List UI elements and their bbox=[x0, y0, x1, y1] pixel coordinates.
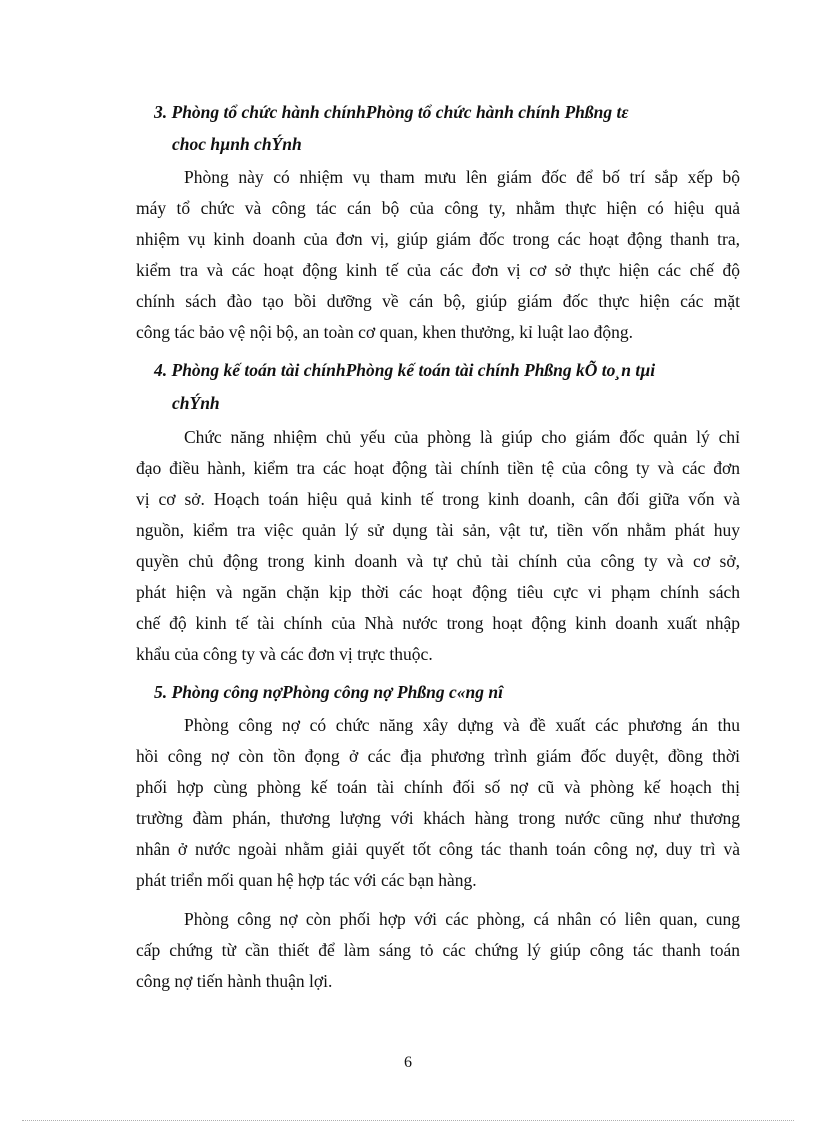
paragraph-line: khẩu của công ty và các đơn vị trực thuộc. bbox=[136, 644, 433, 664]
paragraph-line: vị cơ sở. Hoạch toán hiệu quả kinh tế trong kinh doanh, cân đối giữa vốn và bbox=[136, 489, 740, 509]
footer-divider bbox=[22, 1120, 794, 1121]
section-4-heading: 4. Phòng kế toán tài chínhPhòng kế toán tài chính Phßng kÕ to¸n tµi bbox=[154, 360, 656, 380]
paragraph-line: nguồn, kiểm tra việc quản lý sử dụng tài sản, vật tư, tiền vốn nhằm phát huy bbox=[136, 520, 740, 540]
paragraph-line: chính sách đào tạo bồi dưỡng về cán bộ, giúp giám đốc thực hiện các mặt bbox=[136, 291, 740, 311]
paragraph-line: Phòng công nợ còn phối hợp với các phòng, cá nhân có liên quan, cung bbox=[184, 909, 740, 929]
paragraph-line: trường đàm phán, thương lượng với khách hàng trong nước cũng như thương bbox=[136, 808, 740, 828]
page-number: 6 bbox=[404, 1054, 412, 1071]
paragraph-line: nhiệm vụ kinh doanh của đơn vị, giúp giám đốc trong các hoạt động thanh tra, bbox=[136, 229, 740, 249]
paragraph-line: phát hiện và ngăn chặn kịp thời các hoạt động tiêu cực vi phạm chính sách bbox=[136, 582, 740, 602]
paragraph-line: phối hợp cùng phòng kế toán tài chính đối số nợ cũ và phòng kế hoạch thị bbox=[136, 777, 740, 797]
paragraph-line: kiểm tra và các hoạt động kinh tế của các đơn vị cơ sở thực hiện các chế độ bbox=[136, 260, 740, 280]
section-3-heading: 3. Phòng tổ chức hành chínhPhòng tổ chức hành chính Phßng tε bbox=[154, 102, 629, 122]
paragraph-line: nhân ở nước ngoài nhằm giải quyết tốt công tác thanh toán công nợ, duy trì và bbox=[136, 839, 740, 859]
paragraph-line: đạo điều hành, kiểm tra các hoạt động tài chính tiền tệ của công ty và các đơn bbox=[136, 458, 740, 478]
section-5-heading: 5. Phòng công nợPhòng công nợ Phßng c«ng nî bbox=[154, 682, 503, 702]
paragraph-line: công tác bảo vệ nội bộ, an toàn cơ quan, khen thưởng, kỉ luật lao động. bbox=[136, 322, 633, 342]
paragraph-line: Chức năng nhiệm chủ yếu của phòng là giúp cho giám đốc quản lý chỉ bbox=[184, 427, 740, 447]
paragraph-line: quyền chủ động trong kinh doanh và tự chủ tài chính của công ty và cơ sở, bbox=[136, 551, 740, 571]
section-5-paragraph-1 bbox=[136, 710, 740, 896]
paragraph-line: Phòng này có nhiệm vụ tham mưu lên giám đốc để bố trí sắp xếp bộ bbox=[184, 167, 740, 187]
section-5-paragraph-2 bbox=[136, 904, 740, 997]
paragraph-line: Phòng công nợ có chức năng xây dựng và đề xuất các phương án thu bbox=[184, 715, 740, 735]
paragraph-line: hồi công nợ còn tồn đọng ở các địa phương trình giám đốc duyệt, đồng thời bbox=[136, 746, 740, 766]
paragraph-line: cấp chứng từ cần thiết để làm sáng tỏ các chứng lý giúp công tác thanh toán bbox=[136, 940, 740, 960]
section-3-paragraph bbox=[136, 162, 740, 348]
section-4-paragraph bbox=[136, 422, 740, 670]
section-3-heading-continued: choc hµnh chÝnh bbox=[172, 134, 302, 154]
paragraph-line: phát triển mối quan hệ hợp tác với các bạn hàng. bbox=[136, 870, 477, 890]
paragraph-line: chế độ kinh tế tài chính của Nhà nước trong hoạt động kinh doanh xuất nhập bbox=[136, 613, 740, 633]
paragraph-line: công nợ tiến hành thuận lợi. bbox=[136, 971, 333, 991]
paragraph-line: máy tổ chức và công tác cán bộ của công ty, nhằm thực hiện có hiệu quả bbox=[136, 198, 740, 218]
section-4-heading-continued: chÝnh bbox=[172, 393, 220, 413]
